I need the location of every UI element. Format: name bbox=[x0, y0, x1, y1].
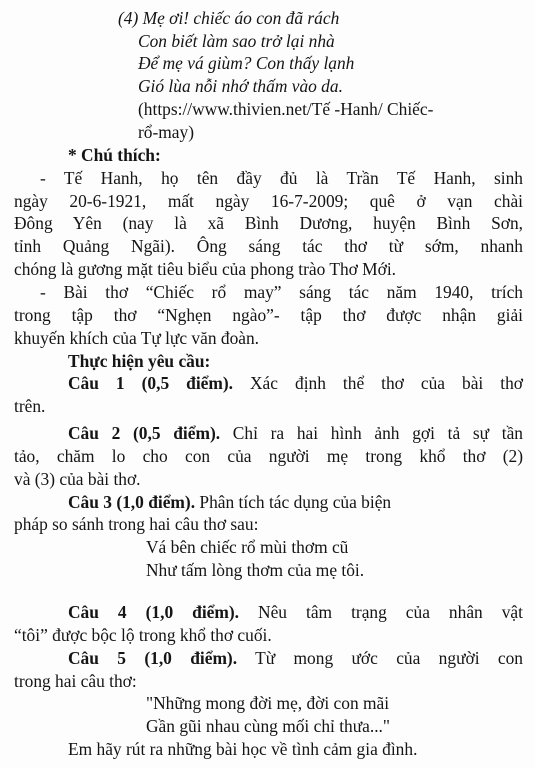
notes-paragraph-line: ngày 20-6-1921, mất ngày 16-7-2009; quê ở vạn chài bbox=[14, 191, 523, 211]
question-5-text: Từ mong ước của người con bbox=[255, 648, 523, 668]
notes-paragraph-line: khuyến khích của Tự lực văn đoàn. bbox=[14, 328, 260, 348]
question-2-label: Câu 2 (0,5 điểm). bbox=[68, 423, 221, 443]
notes-paragraph-line: Đông Yên (nay là xã Bình Dương, huyện Bình Sơn, bbox=[14, 213, 523, 233]
poem-line: Con biết làm sao trở lại nhà bbox=[138, 31, 335, 51]
question-1-cont: trên. bbox=[14, 396, 46, 416]
question-2-cont: tảo, chăm lo cho con của người mẹ trong khổ thơ (2) bbox=[14, 446, 523, 466]
question-1-text: Xác định thể thơ của bài thơ bbox=[250, 373, 523, 393]
source-citation: (https://www.thivien.net/Tế -Hanh/ Chiếc- bbox=[138, 99, 434, 119]
question-5-cont: trong hai câu thơ: bbox=[14, 671, 137, 691]
question-4-cont: “tôi” được bộc lộ trong khổ thơ cuối. bbox=[14, 625, 272, 645]
question-3-text: Phân tích tác dụng của biện bbox=[199, 492, 392, 512]
quoted-verse: Vá bên chiếc rổ mùi thơm cũ bbox=[146, 537, 349, 557]
question-2-cont: và (3) của bài thơ. bbox=[14, 469, 141, 489]
question-4-text: Nêu tâm trạng của nhân vật bbox=[258, 602, 523, 622]
notes-paragraph-line: trong tập thơ “Nghẹn ngào”- tập thơ được nhận giải bbox=[14, 305, 523, 325]
quoted-verse: "Những mong đời mẹ, đời con mãi bbox=[146, 693, 390, 713]
notes-paragraph-line: - Tế Hanh, họ tên đầy đủ là Trần Tế Hanh, sinh bbox=[40, 168, 523, 188]
poem-line: (4) Mẹ ơi! chiếc áo con đã rách bbox=[118, 8, 340, 28]
question-5 bbox=[68, 646, 523, 670]
question-3-cont: pháp so sánh trong hai câu thơ sau: bbox=[14, 514, 259, 534]
task-heading: Thực hiện yêu cầu: bbox=[68, 351, 211, 371]
question-2 bbox=[68, 421, 523, 445]
question-2-text: Chỉ ra hai hình ảnh gợi tả sự tần bbox=[232, 423, 523, 443]
notes-heading: * Chú thích: bbox=[68, 145, 161, 165]
quoted-verse: Như tấm lòng thơm của mẹ tôi. bbox=[146, 560, 365, 580]
poem-line: Gió lùa nỗi nhớ thấm vào da. bbox=[138, 76, 343, 96]
question-3-label: Câu 3 (1,0 điểm). bbox=[68, 492, 196, 512]
question-5-label: Câu 5 (1,0 điểm). bbox=[68, 648, 238, 668]
notes-paragraph-line: - Bài thơ “Chiếc rổ may” sáng tác năm 1940, trích bbox=[40, 282, 523, 302]
question-3 bbox=[68, 490, 391, 514]
question-5-instruction: Em hãy rút ra những bài học về tình cảm gia đình. bbox=[68, 739, 418, 759]
question-4-label: Câu 4 (1,0 điểm). bbox=[68, 602, 239, 622]
notes-paragraph-line: tỉnh Quảng Ngãi). Ông sáng tác thơ từ sớm, nhanh bbox=[14, 236, 523, 256]
source-citation: rổ-may) bbox=[138, 122, 195, 142]
quoted-verse: Gần gũi nhau cùng mối chỉ thưa..." bbox=[146, 716, 391, 736]
question-1 bbox=[68, 371, 523, 395]
notes-paragraph-line: chóng là gương mặt tiêu biểu của phong trào Thơ Mới. bbox=[14, 259, 397, 279]
poem-line: Để mẹ vá giùm? Con thấy lạnh bbox=[138, 53, 355, 73]
question-1-label: Câu 1 (0,5 điểm). bbox=[68, 373, 233, 393]
question-4 bbox=[68, 600, 523, 624]
